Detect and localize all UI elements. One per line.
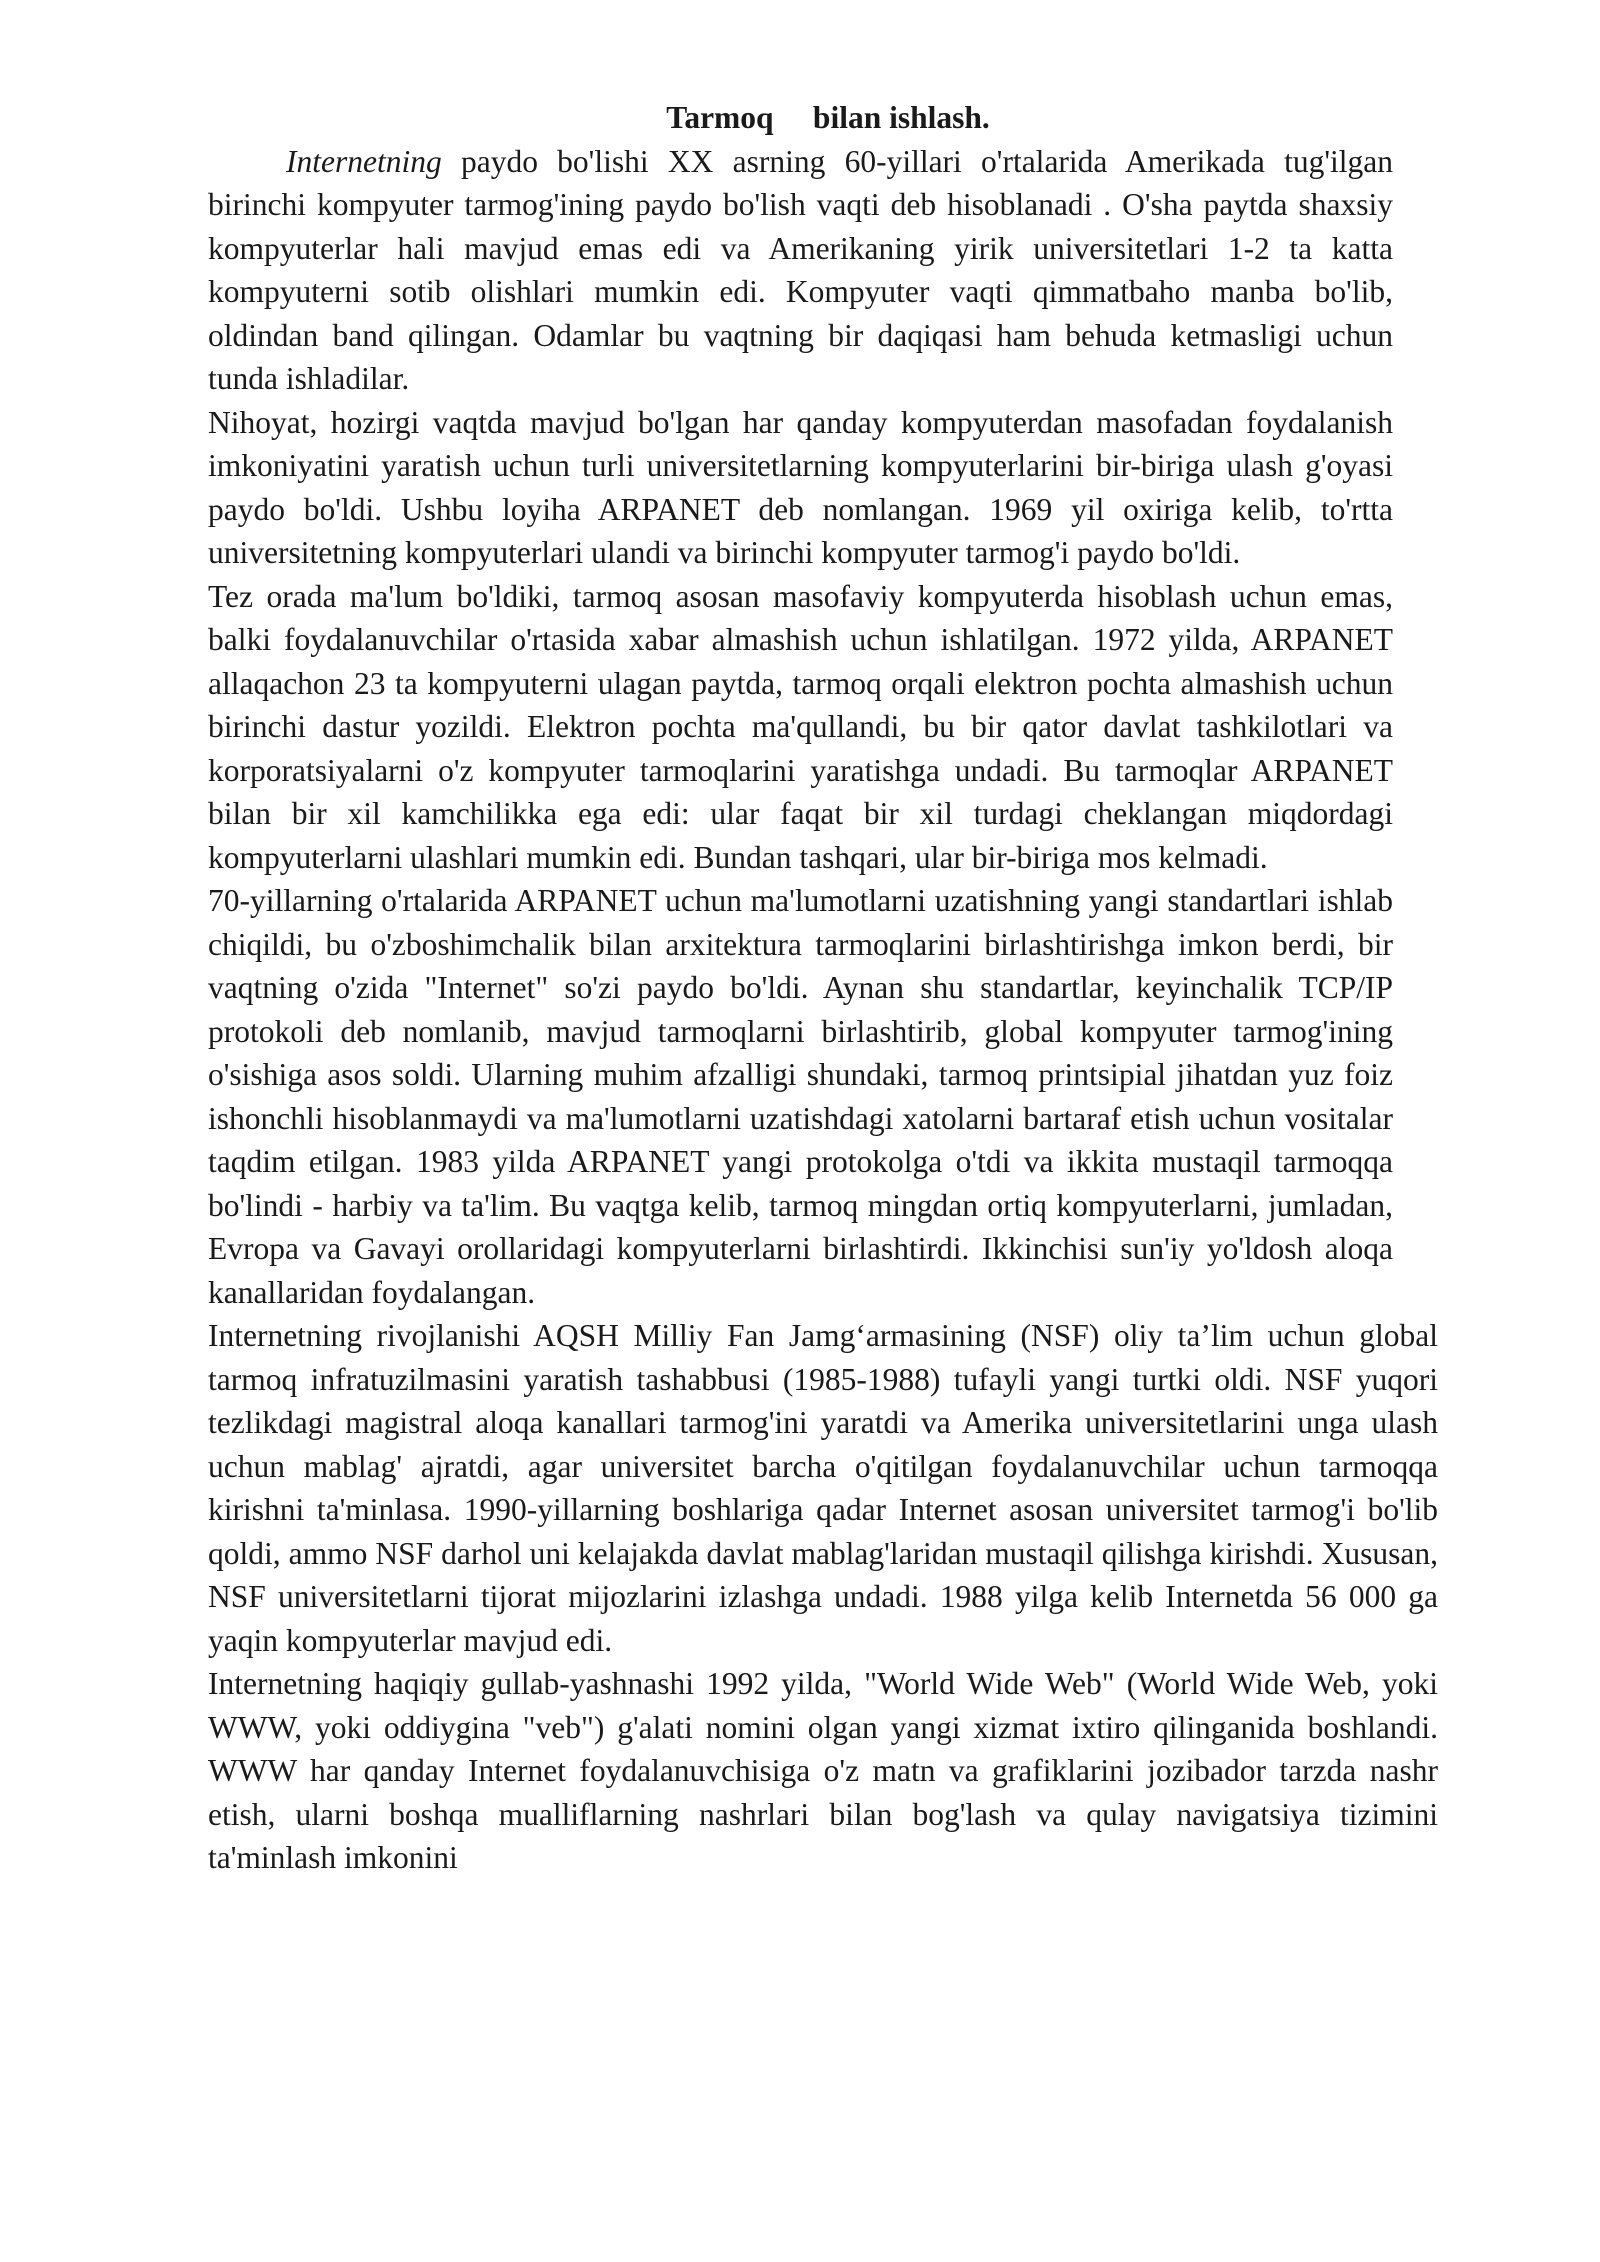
paragraph-1-lead: Internetning: [286, 143, 442, 179]
paragraph-1-text: paydo bo'lishi XX asrning 60-yillari o'rtalarida Amerikada tug'ilgan birinchi kompyuter tarmog'ining paydo bo'lish vaqti deb hisoblanadi . O'sha paytda shaxsiy kompyuterlar hali mavjud emas edi va Amerikaning yirik universitetlari 1-2 ta katta kompyuterni sotib olishlari mumkin edi. Kompyuter vaqti qimmatbaho manba bo'lib, oldindan band qilingan. Odamlar bu vaqtning bir daqiqasi ham behuda ketmasligi uchun tunda ishladilar.: [208, 143, 1393, 396]
paragraph-5: Internetning rivojlanishi AQSH Milliy Fan Jamg‘armasining (NSF) oliy ta’lim uchun global tarmoq infratuzilmasini yaratish tashabbusi (1985-1988) tufayli yangi turtki oldi. NSF yuqori tezlikdagi magistral aloqa kanallari tarmog'ini yaratdi va Amerika universitetlarini unga ulash uchun mablag' ajratdi, agar universitet barcha o'qitilgan foydalanuvchilar uchun tarmoqqa kirishni ta'minlasa. 1990-yillarning boshlariga qadar Internet asosan universitet tarmog'i bo'lib qoldi, ammo NSF darhol uni kelajakda davlat mablag'laridan mustaqil qilishga kirishdi. Xususan, NSF universitetlarni tijorat mijozlarini izlashga undadi. 1988 yilga kelib Internetda 56 000 ga yaqin kompyuterlar mavjud edi.: [208, 1318, 1438, 1658]
paragraph-4: 70-yillarning o'rtalarida ARPANET uchun ma'lumotlarni uzatishning yangi standartlari ishlab chiqildi, bu o'zboshimchalik bilan arxitektura tarmoqlarini birlashtirishga imkon berdi, bir vaqtning o'zida "Internet" so'zi paydo bo'ldi. Aynan shu standartlar, keyinchalik TCP/IP protokoli deb nomlanib, mavjud tarmoqlarni birlashtirib, global kompyuter tarmog'ining o'sishiga asos soldi. Ularning muhim afzalligi shundaki, tarmoq printsipial jihatdan yuz foiz ishonchli hisoblanmaydi va ma'lumotlarni uzatishdagi xatolarni bartaraf etish uchun vositalar taqdim etilgan. 1983 yilda ARPANET yangi protokolga o'tdi va ikkita mustaqil tarmoqqa bo'lindi - harbiy va ta'lim. Bu vaqtga kelib, tarmoq mingdan ortiq kompyuterlarni, jumladan, Evropa va Gavayi orollaridagi kompyuterlarni birlashtirdi. Ikkinchisi sun'iy yo'ldosh aloqa kanallaridan foydalangan.: [208, 883, 1393, 1310]
document-body: [208, 96, 1438, 1880]
document-title: Tarmoq bilan ishlash.: [666, 100, 990, 135]
paragraph-2: Nihoyat, hozirgi vaqtda mavjud bo'lgan har qanday kompyuterdan masofadan foydalanish imkoniyatini yaratish uchun turli universitetlarning kompyuterlarini bir-biriga ulash g'oyasi paydo bo'ldi. Ushbu loyiha ARPANET deb nomlangan. 1969 yil oxiriga kelib, to'rtta universitetning kompyuterlari ulandi va birinchi kompyuter tarmog'i paydo bo'ldi.: [208, 404, 1393, 570]
paragraph-3: Tez orada ma'lum bo'ldiki, tarmoq asosan masofaviy kompyuterda hisoblash uchun emas, balki foydalanuvchilar o'rtasida xabar almashish uchun ishlatilgan. 1972 yilda, ARPANET allaqachon 23 ta kompyuterni ulagan paytda, tarmoq orqali elektron pochta almashish uchun birinchi dastur yozildi. Elektron pochta ma'qullandi, bu bir qator davlat tashkilotlari va korporatsiyalarni o'z kompyuter tarmoqlarini yaratishga undadi. Bu tarmoqlar ARPANET bilan bir xil kamchilikka ega edi: ular faqat bir xil turdagi cheklangan miqdordagi kompyuterlarni ulashlari mumkin edi. Bundan tashqari, ular bir-biriga mos kelmadi.: [208, 578, 1393, 875]
paragraph-1: [208, 140, 1393, 401]
paragraph-6: Internetning haqiqiy gullab-yashnashi 1992 yilda, "World Wide Web" (World Wide Web, yoki WWW, yoki oddiygina "veb") g'alati nomini olgan yangi xizmat ixtiro qilinganida boshlandi. WWW har qanday Internet foydalanuvchisiga o'z matn va grafiklarini jozibador tarzda nashr etish, ularni boshqa mualliflarning nashrlari bilan bog'lash va qulay navigatsiya tizimini ta'minlash imkonini: [208, 1666, 1438, 1875]
